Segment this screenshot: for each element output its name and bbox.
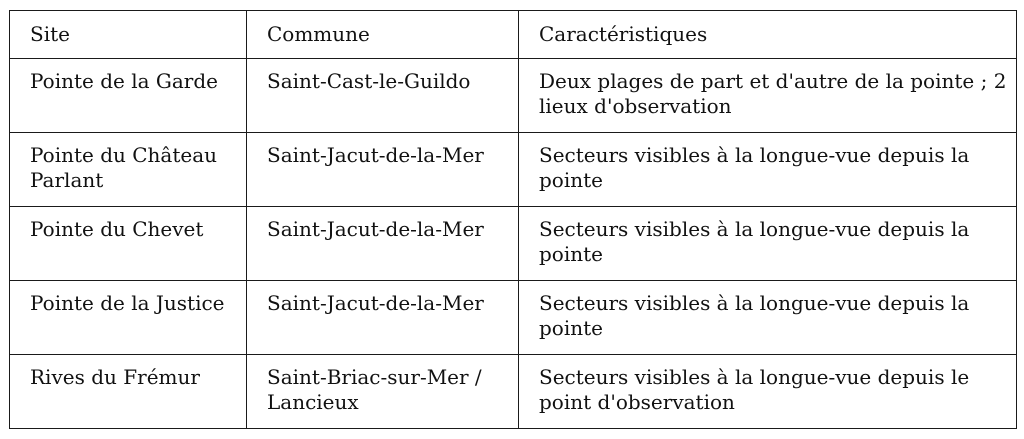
table-header-row	[10, 11, 1017, 59]
table-row	[10, 355, 1017, 429]
cell-commune: Saint-Jacut-de-la-Mer	[247, 133, 519, 207]
cell-site: Pointe du Chevet	[10, 207, 247, 281]
cell-caracteristiques: Secteurs visibles à la longue-vue depuis la pointe	[519, 133, 1017, 207]
cell-site: Pointe du Château Parlant	[10, 133, 247, 207]
cell-caracteristiques: Secteurs visibles à la longue-vue depuis le point d'observation	[519, 355, 1017, 429]
table-row	[10, 59, 1017, 133]
cell-commune: Saint-Jacut-de-la-Mer	[247, 281, 519, 355]
cell-commune: Saint-Cast-le-Guildo	[247, 59, 519, 133]
header-caracteristiques: Caractéristiques	[519, 11, 1017, 59]
cell-caracteristiques: Secteurs visibles à la longue-vue depuis la pointe	[519, 281, 1017, 355]
cell-commune: Saint-Briac-sur-Mer / Lancieux	[247, 355, 519, 429]
header-commune: Commune	[247, 11, 519, 59]
sites-table	[9, 10, 1017, 429]
table-row	[10, 207, 1017, 281]
table-row	[10, 281, 1017, 355]
cell-commune: Saint-Jacut-de-la-Mer	[247, 207, 519, 281]
cell-caracteristiques: Deux plages de part et d'autre de la pointe ; 2 lieux d'observation	[519, 59, 1017, 133]
cell-site: Pointe de la Justice	[10, 281, 247, 355]
header-site: Site	[10, 11, 247, 59]
cell-caracteristiques: Secteurs visibles à la longue-vue depuis la pointe	[519, 207, 1017, 281]
cell-site: Pointe de la Garde	[10, 59, 247, 133]
cell-site: Rives du Frémur	[10, 355, 247, 429]
table-row	[10, 133, 1017, 207]
